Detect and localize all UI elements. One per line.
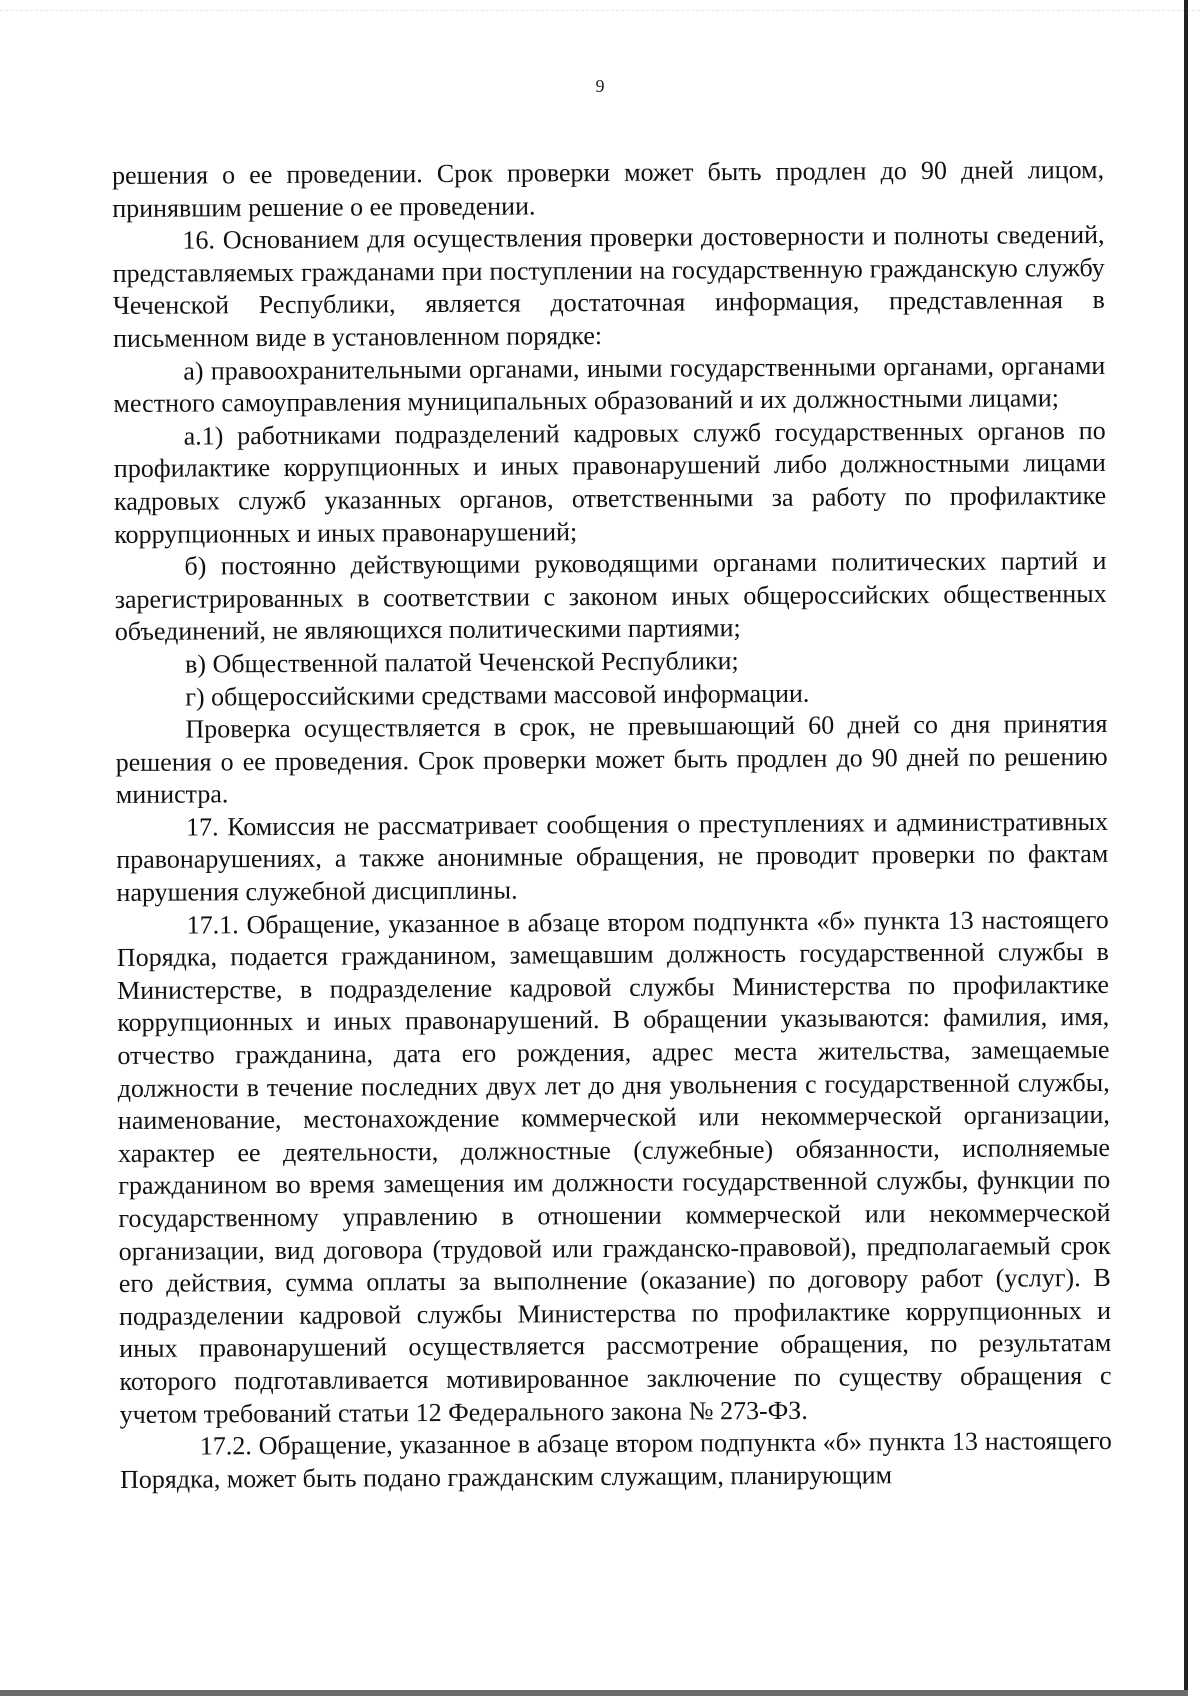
paragraph-16-a: а) правоохранительными органами, иными государственными органами, органами местного самоуправления муниципальных образований и их должностными лицами;	[113, 350, 1106, 419]
paragraph-16-b: б) постоянно действующими руководящими органами политических партий и зарегистрированных в соответствии с законом иных общероссийских общественных объединений, не являющихся политическими партиями;	[114, 546, 1107, 647]
paragraph-16-g: г) общероссийскими средствами массовой информации.	[185, 678, 810, 712]
scan-edge-right	[1184, 0, 1188, 1696]
paragraph-check-period: Проверка осуществляется в срок, не превышающий 60 дней со дня принятия решения о ее проведения. Срок проверки может быть продлен до 90 дней по решению министра.	[115, 709, 1108, 810]
scan-edge-top	[0, 0, 1200, 11]
document-body	[112, 154, 1112, 1496]
paragraph-16-a1: а.1) работниками подразделений кадровых служб государственных органов по профилактике коррупционных и иных правонарушений либо должностными лицами кадровых служб указанных органов, ответственными за работу по профилактике коррупционных и иных правонарушений;	[113, 415, 1107, 549]
paragraph-16-v: в) Общественной палатой Чеченской Республики;	[184, 646, 739, 679]
paragraph-17-1: 17.1. Обращение, указанное в абзаце втором подпункта «б» пункта 13 настоящего Порядка, подается гражданином, замещавшим должность государственной службы в Министерстве, в подразделение кадровой службы Министерства по профилактике коррупционных и иных правонарушений. В обращении указываются: фамилия, имя, отчество гражданина, дата его рождения, адрес места жительства, замещаемые должности в течение последних двух лет до дня увольнения с государственной службы, наименование, местонахождение коммерческой или некоммерческой организации, характер ее деятельности, должностные (служебные) обязанности, исполняемые гражданином во время замещения им должности государственной службы, функции по государственному управлению в отношении коммерческой или некоммерческой организации, вид договора (трудовой или гражданско-правовой), предполагаемый срок его действия, сумма оплаты за выполнение (оказание) по договору работ (услуг). В подразделении кадровой службы Министерства по профилактике коррупционных и иных правонарушений осуществляется рассмотрение обращения, по результатам которого подготавливается мотивированное заключение по существу обращения с учетом требований статьи 12 Федерального закона № 273-ФЗ.	[116, 904, 1112, 1429]
scan-edge-bottom	[0, 1690, 1188, 1696]
paragraph-16: 16. Основанием для осуществления проверки достоверности и полноты сведений, представляемых гражданами при поступлении на государственную гражданскую службу Чеченской Республики, является достаточная информация, представленная в письменном виде в установленном порядке:	[112, 220, 1105, 353]
paragraph-continuation: решения о ее проведении. Срок проверки может быть продлен до 90 дней лицом, принявшим решение о ее проведении.	[112, 154, 1105, 223]
paragraph-17: 17. Комиссия не рассматривает сообщения о преступлениях и административных правонарушениях, а также анонимные обращения, не проводит проверки по фактам нарушения служебной дисциплины.	[116, 806, 1109, 908]
page-number: 9	[595, 76, 605, 96]
paragraph-17-2: 17.2. Обращение, указанное в абзаце втором подпункта «б» пункта 13 настоящего Порядка, может быть подано гражданским служащим, планирующим	[119, 1426, 1112, 1494]
